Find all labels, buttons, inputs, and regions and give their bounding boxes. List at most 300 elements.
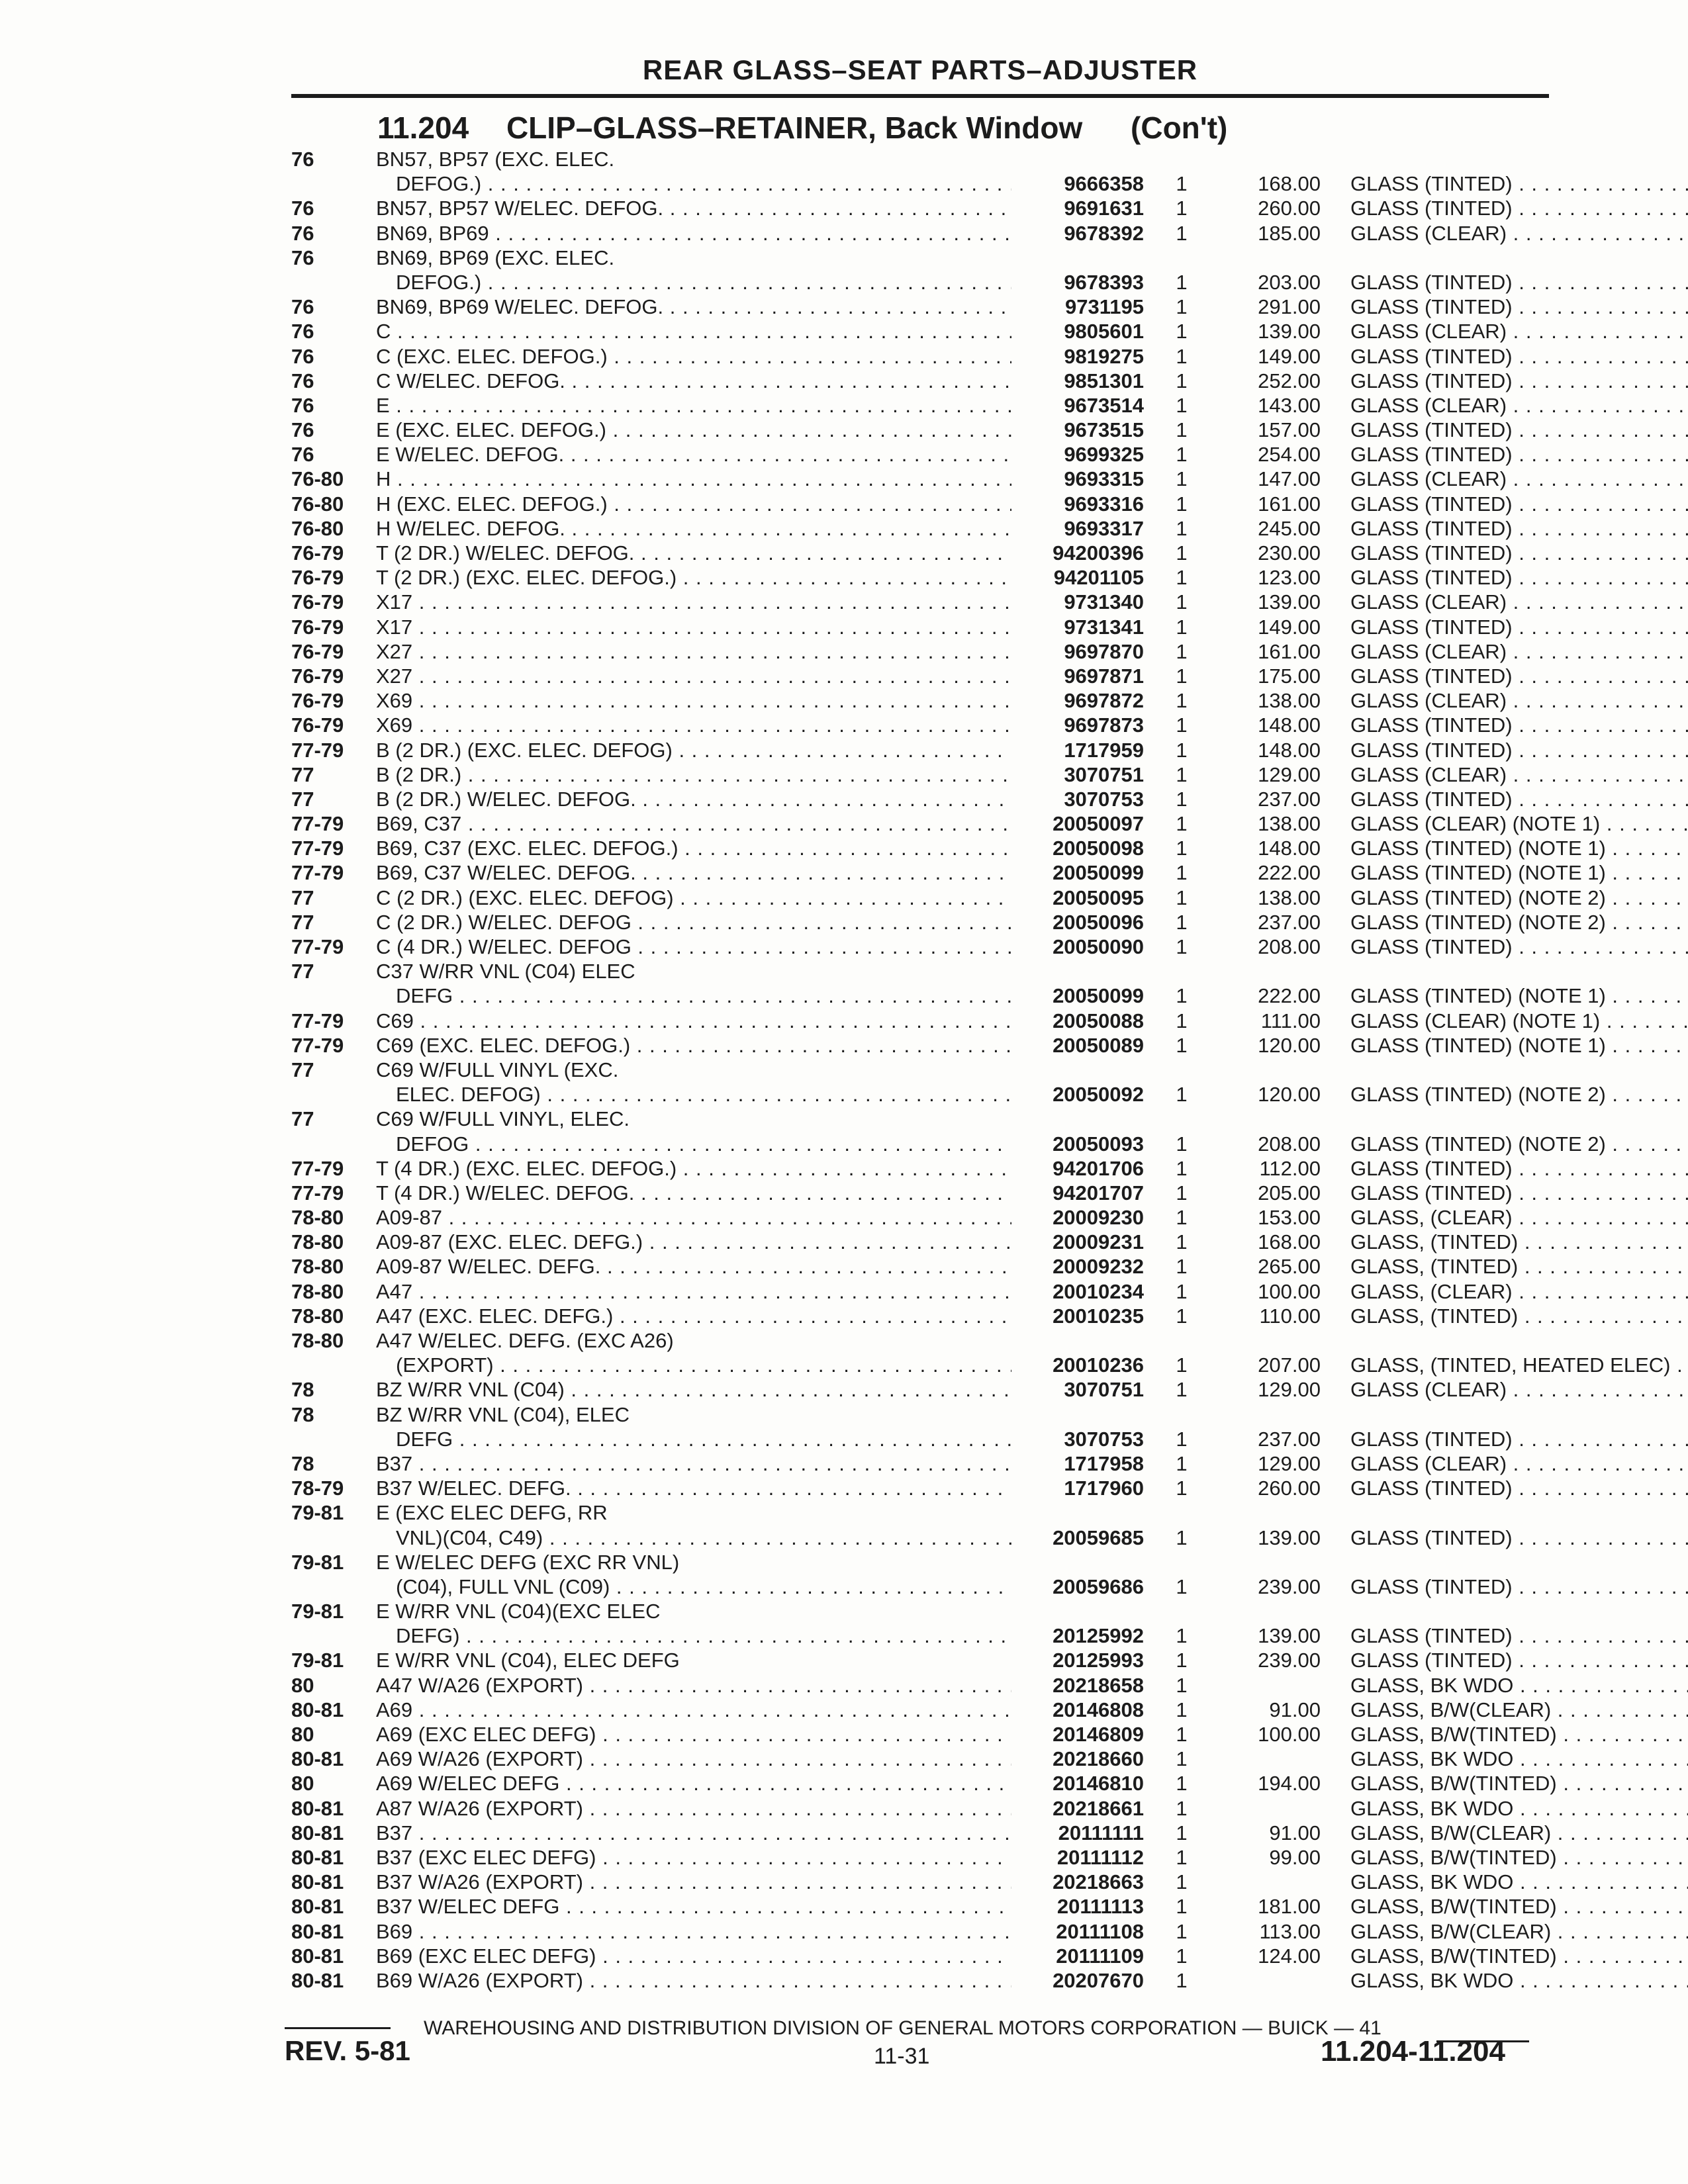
quantity-cell: 1 xyxy=(1176,1624,1188,1648)
description-cell: C69 (EXC. ELEC. DEFOG.) . . . xyxy=(376,1033,1011,1058)
part-name-cell: GLASS (CLEAR) . . . xyxy=(1350,467,1688,491)
part-number-cell: 20059685 xyxy=(1053,1525,1144,1549)
part-number-cell: 20050099 xyxy=(1053,984,1144,1008)
part-name-cell: GLASS (CLEAR) . . . xyxy=(1350,1377,1688,1402)
part-name-cell: GLASS, B/W(TINTED) . . . xyxy=(1350,1894,1688,1919)
table-row xyxy=(291,1328,1549,1353)
part-number-cell: 20146810 xyxy=(1053,1772,1144,1796)
price-cell: 168.00 xyxy=(1258,1230,1321,1254)
quantity-cell: 1 xyxy=(1176,172,1188,196)
year-cell: 77 xyxy=(291,762,314,786)
part-number-cell: 1717958 xyxy=(1064,1451,1144,1475)
section-title xyxy=(377,110,1227,146)
year-cell: 77 xyxy=(291,960,314,983)
quantity-cell: 1 xyxy=(1176,1673,1188,1697)
price-cell: 139.00 xyxy=(1258,590,1321,614)
table-row xyxy=(291,713,1549,737)
description-cell: BN69, BP69 (EXC. ELEC. xyxy=(376,246,615,269)
quantity-cell: 1 xyxy=(1176,1919,1188,1943)
year-cell: 77 xyxy=(291,1107,314,1131)
part-name-cell: GLASS, (CLEAR) . . . xyxy=(1350,1205,1688,1230)
part-number-cell: 20218663 xyxy=(1053,1870,1144,1894)
part-number-cell: 20111111 xyxy=(1058,1821,1144,1844)
year-cell: 76-79 xyxy=(291,713,344,737)
table-row xyxy=(291,1698,1552,1722)
quantity-cell: 1 xyxy=(1176,492,1188,516)
section-number: 11.204 xyxy=(377,111,469,145)
quantity-cell: 1 xyxy=(1176,1427,1188,1451)
part-number-cell: 20146809 xyxy=(1053,1723,1144,1746)
part-number-cell: 9697872 xyxy=(1064,689,1144,713)
table-row xyxy=(291,246,1549,270)
year-cell: 78-80 xyxy=(291,1255,344,1279)
description-cell: BN57, BP57 W/ELEC. DEFOG. . . . xyxy=(376,196,1011,220)
description-cell: VNL)(C04, C49) . . . xyxy=(396,1525,1011,1550)
quantity-cell: 1 xyxy=(1176,1353,1188,1377)
price-cell: 260.00 xyxy=(1258,197,1321,220)
quantity-cell: 1 xyxy=(1176,1255,1188,1279)
quantity-cell: 1 xyxy=(1176,1723,1188,1746)
description-cell: T (4 DR.) W/ELEC. DEFOG. . . . xyxy=(376,1181,1011,1205)
part-name-cell: GLASS (TINTED) . . . xyxy=(1350,196,1688,220)
quantity-cell: 1 xyxy=(1176,1451,1188,1475)
year-cell: 76-79 xyxy=(291,689,344,713)
table-row xyxy=(291,1132,1606,1156)
description-cell: C69 W/FULL VINYL (EXC. xyxy=(376,1058,619,1081)
part-number-cell: 20125992 xyxy=(1053,1624,1144,1648)
description-cell: H W/ELEC. DEFOG. . . . xyxy=(376,516,1011,541)
price-cell: 222.00 xyxy=(1258,861,1321,885)
price-cell: 148.00 xyxy=(1258,738,1321,762)
part-name-cell: GLASS (TINTED) . . . xyxy=(1350,1574,1688,1599)
table-row xyxy=(291,688,1549,713)
part-name-cell: GLASS (TINTED) (NOTE 2) . . . xyxy=(1350,910,1688,934)
table-row xyxy=(291,1353,1671,1377)
description-cell: X17 . . . xyxy=(376,615,1011,639)
quantity-cell: 1 xyxy=(1176,689,1188,713)
quantity-cell: 1 xyxy=(1176,1649,1188,1672)
table-row xyxy=(291,1082,1606,1107)
part-number-cell: 3070751 xyxy=(1064,762,1144,786)
part-name-cell: GLASS (TINTED) . . . xyxy=(1350,369,1688,393)
part-name-cell: GLASS (TINTED) . . . xyxy=(1350,442,1688,467)
price-cell: 113.00 xyxy=(1259,1919,1321,1943)
part-name-cell: GLASS (TINTED) . . . xyxy=(1350,1181,1688,1205)
part-number-cell: 94201707 xyxy=(1053,1181,1144,1205)
part-name-cell: GLASS (TINTED) . . . xyxy=(1350,541,1688,565)
price-cell: 207.00 xyxy=(1258,1353,1321,1377)
price-cell: 91.00 xyxy=(1269,1698,1321,1721)
part-number-cell: 20050089 xyxy=(1053,1033,1144,1057)
table-row xyxy=(291,1205,1549,1230)
table-row xyxy=(291,762,1549,787)
year-cell: 76 xyxy=(291,393,314,417)
quantity-cell: 1 xyxy=(1176,1132,1188,1156)
table-row xyxy=(291,1279,1549,1304)
quantity-cell: 1 xyxy=(1176,664,1188,688)
year-cell: 76 xyxy=(291,344,314,368)
part-name-cell: GLASS (TINTED) (NOTE 1) . . . xyxy=(1350,1033,1688,1058)
table-row xyxy=(291,1476,1549,1500)
table-row xyxy=(291,860,1606,885)
quantity-cell: 1 xyxy=(1176,221,1188,245)
part-name-cell: GLASS (TINTED) . . . xyxy=(1350,1156,1688,1181)
part-name-cell: GLASS, (TINTED) . . . xyxy=(1350,1304,1688,1328)
description-cell: DEFG . . . xyxy=(396,1427,1011,1451)
quantity-cell: 1 xyxy=(1176,1304,1188,1328)
part-name-cell: GLASS, BK WDO . . . xyxy=(1350,1747,1688,1771)
description-cell: B69, C37 . . . xyxy=(376,811,1011,836)
part-number-cell: 20009232 xyxy=(1053,1255,1144,1279)
quantity-cell: 1 xyxy=(1176,1378,1188,1402)
table-row xyxy=(291,1919,1552,1944)
description-cell: C37 W/RR VNL (C04) ELEC xyxy=(376,960,635,983)
part-number-cell: 9697871 xyxy=(1064,664,1144,688)
part-name-cell: GLASS (TINTED) (NOTE 2) . . . xyxy=(1350,886,1688,910)
part-number-cell: 20009231 xyxy=(1053,1230,1144,1254)
quantity-cell: 1 xyxy=(1176,1156,1188,1180)
year-cell: 78-79 xyxy=(291,1477,344,1500)
quantity-cell: 1 xyxy=(1176,590,1188,614)
part-number-cell: 3070753 xyxy=(1064,1427,1144,1451)
table-row xyxy=(291,492,1549,516)
footer-page-number: 11-31 xyxy=(874,2044,930,2069)
price-cell: 123.00 xyxy=(1258,566,1321,590)
year-cell: 76 xyxy=(291,148,314,171)
part-name-cell: GLASS (TINTED) . . . xyxy=(1350,1427,1688,1451)
table-row xyxy=(291,1944,1557,1968)
year-cell: 77-79 xyxy=(291,1181,344,1205)
table-row xyxy=(291,1574,1549,1599)
part-name-cell: GLASS (TINTED) . . . xyxy=(1350,787,1688,811)
year-cell: 80-81 xyxy=(291,1870,344,1894)
quantity-cell: 1 xyxy=(1176,886,1188,909)
year-cell: 76 xyxy=(291,246,314,269)
description-cell: BN69, BP69 W/ELEC. DEFOG. . . . xyxy=(376,295,1011,319)
description-cell: B69 W/A26 (EXPORT) . . . xyxy=(376,1968,1011,1993)
description-cell: A47 (EXC. ELEC. DEFG.) . . . xyxy=(376,1304,1011,1328)
part-number-cell: 9693317 xyxy=(1064,516,1144,540)
price-cell: 265.00 xyxy=(1258,1255,1321,1279)
table-row xyxy=(291,1796,1549,1821)
part-name-cell: GLASS (TINTED) (NOTE 2) . . . xyxy=(1350,1082,1688,1107)
part-number-cell: 9805601 xyxy=(1064,320,1144,343)
table-row xyxy=(291,787,1549,811)
price-cell: 153.00 xyxy=(1258,1206,1321,1230)
price-cell: 239.00 xyxy=(1258,1649,1321,1672)
part-name-cell: GLASS (TINTED) . . . xyxy=(1350,565,1688,590)
part-name-cell: GLASS, B/W(TINTED) . . . xyxy=(1350,1771,1688,1796)
price-cell: 112.00 xyxy=(1259,1156,1321,1180)
part-number-cell: 1717960 xyxy=(1064,1477,1144,1500)
description-cell: A47 . . . xyxy=(376,1279,1011,1304)
description-cell: BZ W/RR VNL (C04) . . . xyxy=(376,1377,1011,1402)
year-cell: 77-79 xyxy=(291,837,344,860)
price-cell: 252.00 xyxy=(1258,369,1321,392)
price-cell: 237.00 xyxy=(1258,910,1321,934)
description-cell: E W/RR VNL (C04), ELEC DEFG xyxy=(376,1649,680,1672)
year-cell: 80-81 xyxy=(291,1698,344,1721)
price-cell: 110.00 xyxy=(1259,1304,1321,1328)
quantity-cell: 1 xyxy=(1176,1845,1188,1869)
price-cell: 175.00 xyxy=(1258,664,1321,688)
description-cell: T (2 DR.) (EXC. ELEC. DEFOG.) . . . xyxy=(376,565,1011,590)
part-number-cell: 20010234 xyxy=(1053,1279,1144,1303)
year-cell: 76 xyxy=(291,197,314,220)
price-cell: 208.00 xyxy=(1258,935,1321,958)
part-number-cell: 9851301 xyxy=(1064,369,1144,392)
description-cell: B69, C37 (EXC. ELEC. DEFOG.) . . . xyxy=(376,836,1011,860)
table-row xyxy=(291,886,1606,910)
quantity-cell: 1 xyxy=(1176,1181,1188,1205)
year-cell: 76 xyxy=(291,443,314,467)
quantity-cell: 1 xyxy=(1176,1772,1188,1796)
part-name-cell: GLASS (TINTED) . . . xyxy=(1350,1648,1688,1672)
year-cell: 80-81 xyxy=(291,1747,344,1771)
part-name-cell: GLASS (TINTED) . . . xyxy=(1350,1525,1688,1550)
part-name-cell: GLASS (TINTED) . . . xyxy=(1350,934,1688,959)
table-row xyxy=(291,541,1549,565)
part-name-cell: GLASS (TINTED) . . . xyxy=(1350,738,1688,762)
table-row xyxy=(291,615,1549,639)
part-name-cell: GLASS (CLEAR) . . . xyxy=(1350,639,1688,664)
part-name-cell: GLASS (CLEAR) (NOTE 1) . . . xyxy=(1350,811,1688,836)
part-number-cell: 20050092 xyxy=(1053,1083,1144,1107)
description-cell: T (4 DR.) (EXC. ELEC. DEFOG.) . . . xyxy=(376,1156,1011,1181)
footer-section-range: 11.204-11.204 xyxy=(1321,2035,1505,2068)
quantity-cell: 1 xyxy=(1176,443,1188,467)
price-cell: 129.00 xyxy=(1258,762,1321,786)
quantity-cell: 1 xyxy=(1176,1698,1188,1721)
table-row xyxy=(291,319,1549,343)
table-row xyxy=(291,1968,1549,1993)
table-row xyxy=(291,1845,1557,1870)
part-name-cell: GLASS, (TINTED) . . . xyxy=(1350,1230,1688,1254)
part-name-cell: GLASS (CLEAR) . . . xyxy=(1350,1451,1688,1476)
table-row xyxy=(291,1771,1557,1796)
part-number-cell: 9697870 xyxy=(1064,639,1144,663)
price-cell: 100.00 xyxy=(1258,1723,1321,1746)
part-number-cell: 20050097 xyxy=(1053,812,1144,836)
part-number-cell: 20050099 xyxy=(1053,861,1144,885)
description-cell: BN69, BP69 . . . xyxy=(376,221,1011,246)
year-cell: 79-81 xyxy=(291,1501,344,1525)
year-cell: 78 xyxy=(291,1378,314,1402)
year-cell: 79-81 xyxy=(291,1649,344,1672)
description-cell: A69 (EXC ELEC DEFG) . . . xyxy=(376,1722,1011,1747)
quantity-cell: 1 xyxy=(1176,1033,1188,1057)
part-number-cell: 3070751 xyxy=(1064,1378,1144,1402)
year-cell: 77-79 xyxy=(291,812,344,836)
page-header-title: REAR GLASS–SEAT PARTS–ADJUSTER xyxy=(642,54,1198,85)
year-cell: 78-80 xyxy=(291,1329,344,1352)
part-name-cell: GLASS (TINTED) (NOTE 1) . . . xyxy=(1350,860,1688,885)
quantity-cell: 1 xyxy=(1176,467,1188,491)
quantity-cell: 1 xyxy=(1176,270,1188,294)
table-row xyxy=(291,516,1549,541)
part-number-cell: 20050088 xyxy=(1053,1009,1144,1032)
table-row xyxy=(291,639,1549,664)
part-name-cell: GLASS (CLEAR) . . . xyxy=(1350,319,1688,343)
part-number-cell: 20111108 xyxy=(1056,1919,1144,1943)
price-cell: 161.00 xyxy=(1258,492,1321,516)
table-row xyxy=(291,1058,1549,1082)
part-name-cell: GLASS (TINTED) . . . xyxy=(1350,1476,1688,1500)
table-row xyxy=(291,221,1549,246)
part-name-cell: GLASS (TINTED) . . . xyxy=(1350,418,1688,442)
description-cell: B37 (EXC ELEC DEFG) . . . xyxy=(376,1845,1011,1870)
part-number-cell: 20111113 xyxy=(1056,1895,1144,1919)
table-row xyxy=(291,983,1606,1008)
price-cell: 139.00 xyxy=(1258,320,1321,343)
price-cell: 143.00 xyxy=(1258,393,1321,417)
year-cell: 79-81 xyxy=(291,1600,344,1623)
description-cell: B37 W/ELEC DEFG . . . xyxy=(376,1894,1011,1919)
year-cell: 77-79 xyxy=(291,738,344,762)
part-name-cell: GLASS (TINTED) . . . xyxy=(1350,615,1688,639)
description-cell: A09-87 . . . xyxy=(376,1205,1011,1230)
part-number-cell: 9819275 xyxy=(1064,344,1144,368)
price-cell: 100.00 xyxy=(1258,1279,1321,1303)
part-name-cell: GLASS, BK WDO . . . xyxy=(1350,1968,1688,1993)
part-name-cell: GLASS (CLEAR) . . . xyxy=(1350,221,1688,246)
description-cell: A69 . . . xyxy=(376,1698,1011,1722)
part-number-cell: 20050096 xyxy=(1053,910,1144,934)
description-cell: BN57, BP57 (EXC. ELEC. xyxy=(376,148,615,171)
year-cell: 77 xyxy=(291,787,314,811)
part-number-cell: 9697873 xyxy=(1064,713,1144,737)
description-cell: DEFOG . . . xyxy=(396,1132,1011,1156)
table-row xyxy=(291,934,1549,959)
year-cell: 76-79 xyxy=(291,541,344,565)
year-cell: 80 xyxy=(291,1772,314,1796)
price-cell: 161.00 xyxy=(1258,639,1321,663)
table-row xyxy=(291,369,1549,393)
table-row xyxy=(291,147,1549,171)
year-cell: 80 xyxy=(291,1723,314,1746)
price-cell: 237.00 xyxy=(1258,1427,1321,1451)
quantity-cell: 1 xyxy=(1176,837,1188,860)
year-cell: 76 xyxy=(291,418,314,442)
part-name-cell: GLASS, B/W(TINTED) . . . xyxy=(1350,1944,1688,1968)
part-number-cell: 94201105 xyxy=(1053,566,1144,590)
description-cell: DEFOG.) . . . xyxy=(396,270,1011,295)
year-cell: 76-79 xyxy=(291,664,344,688)
price-cell: 230.00 xyxy=(1258,541,1321,565)
quantity-cell: 1 xyxy=(1176,1870,1188,1894)
year-cell: 77-79 xyxy=(291,1156,344,1180)
description-cell: E W/ELEC DEFG (EXC RR VNL) xyxy=(376,1550,680,1574)
year-cell: 76 xyxy=(291,221,314,245)
description-cell: (C04), FULL VNL (C09) . . . xyxy=(396,1574,1011,1599)
part-number-cell: 20111109 xyxy=(1056,1944,1144,1968)
quantity-cell: 1 xyxy=(1176,566,1188,590)
part-name-cell: GLASS, B/W(TINTED) . . . xyxy=(1350,1722,1688,1747)
part-name-cell: GLASS (CLEAR) . . . xyxy=(1350,590,1688,614)
table-row xyxy=(291,1107,1549,1131)
part-number-cell: 20218660 xyxy=(1053,1747,1144,1771)
quantity-cell: 1 xyxy=(1176,541,1188,565)
part-name-cell: GLASS (TINTED) . . . xyxy=(1350,344,1688,369)
year-cell: 78-80 xyxy=(291,1279,344,1303)
table-row xyxy=(291,1599,1549,1623)
price-cell: 222.00 xyxy=(1258,984,1321,1008)
description-cell: X27 . . . xyxy=(376,664,1011,688)
year-cell: 77-79 xyxy=(291,1033,344,1057)
table-row xyxy=(291,1623,1549,1648)
part-number-cell: 9678392 xyxy=(1064,221,1144,245)
price-cell: 205.00 xyxy=(1258,1181,1321,1205)
price-cell: 148.00 xyxy=(1258,837,1321,860)
part-number-cell: 9699325 xyxy=(1064,443,1144,467)
quantity-cell: 1 xyxy=(1176,1968,1188,1992)
part-number-cell: 20050090 xyxy=(1053,935,1144,958)
part-name-cell: GLASS (TINTED) . . . xyxy=(1350,664,1688,688)
price-cell: 181.00 xyxy=(1258,1895,1321,1919)
part-name-cell: GLASS (TINTED) . . . xyxy=(1350,492,1688,516)
year-cell: 80-81 xyxy=(291,1821,344,1844)
table-row xyxy=(291,1500,1549,1525)
year-cell: 76-79 xyxy=(291,639,344,663)
description-cell: B69 (EXC ELEC DEFG) . . . xyxy=(376,1944,1011,1968)
description-cell: T (2 DR.) W/ELEC. DEFOG. . . . xyxy=(376,541,1011,565)
quantity-cell: 1 xyxy=(1176,713,1188,737)
part-name-cell: GLASS, BK WDO . . . xyxy=(1350,1796,1688,1821)
part-number-cell: 20218661 xyxy=(1053,1796,1144,1820)
price-cell: 99.00 xyxy=(1269,1845,1321,1869)
table-row xyxy=(291,1525,1549,1550)
quantity-cell: 1 xyxy=(1176,984,1188,1008)
description-cell: A47 W/ELEC. DEFG. (EXC A26) xyxy=(376,1329,674,1352)
table-row xyxy=(291,442,1549,467)
price-cell: 124.00 xyxy=(1258,1944,1321,1968)
description-cell: DEFG) . . . xyxy=(396,1623,1011,1648)
description-cell: B37 W/ELEC. DEFG. . . . xyxy=(376,1476,1011,1500)
price-cell: 260.00 xyxy=(1258,1477,1321,1500)
quantity-cell: 1 xyxy=(1176,639,1188,663)
year-cell: 80-81 xyxy=(291,1845,344,1869)
quantity-cell: 1 xyxy=(1176,344,1188,368)
price-cell: 138.00 xyxy=(1258,886,1321,909)
table-row xyxy=(291,1377,1549,1402)
part-number-cell: 9693316 xyxy=(1064,492,1144,516)
year-cell: 76 xyxy=(291,295,314,319)
description-cell: X69 . . . xyxy=(376,688,1011,713)
parts-table xyxy=(291,147,1671,1993)
part-number-cell: 9673515 xyxy=(1064,418,1144,442)
table-row xyxy=(291,418,1549,442)
year-cell: 77-79 xyxy=(291,1009,344,1032)
price-cell: 291.00 xyxy=(1258,295,1321,319)
part-name-cell: GLASS (TINTED) . . . xyxy=(1350,171,1688,196)
year-cell: 76-79 xyxy=(291,615,344,639)
part-number-cell: 9731340 xyxy=(1064,590,1144,614)
table-row xyxy=(291,1870,1549,1894)
description-cell: C69 W/FULL VINYL, ELEC. xyxy=(376,1107,630,1131)
description-cell: H . . . xyxy=(376,467,1011,491)
price-cell: 168.00 xyxy=(1258,172,1321,196)
part-name-cell: GLASS (TINTED) . . . xyxy=(1350,295,1688,319)
table-row xyxy=(291,1747,1549,1771)
table-row xyxy=(291,270,1549,295)
description-cell: B69, C37 W/ELEC. DEFOG. . . . xyxy=(376,860,1011,885)
part-number-cell: 9666358 xyxy=(1064,172,1144,196)
year-cell: 80 xyxy=(291,1673,314,1697)
part-name-cell: GLASS (CLEAR) . . . xyxy=(1350,688,1688,713)
quantity-cell: 1 xyxy=(1176,393,1188,417)
table-row xyxy=(291,1402,1549,1427)
year-cell: 76-79 xyxy=(291,566,344,590)
